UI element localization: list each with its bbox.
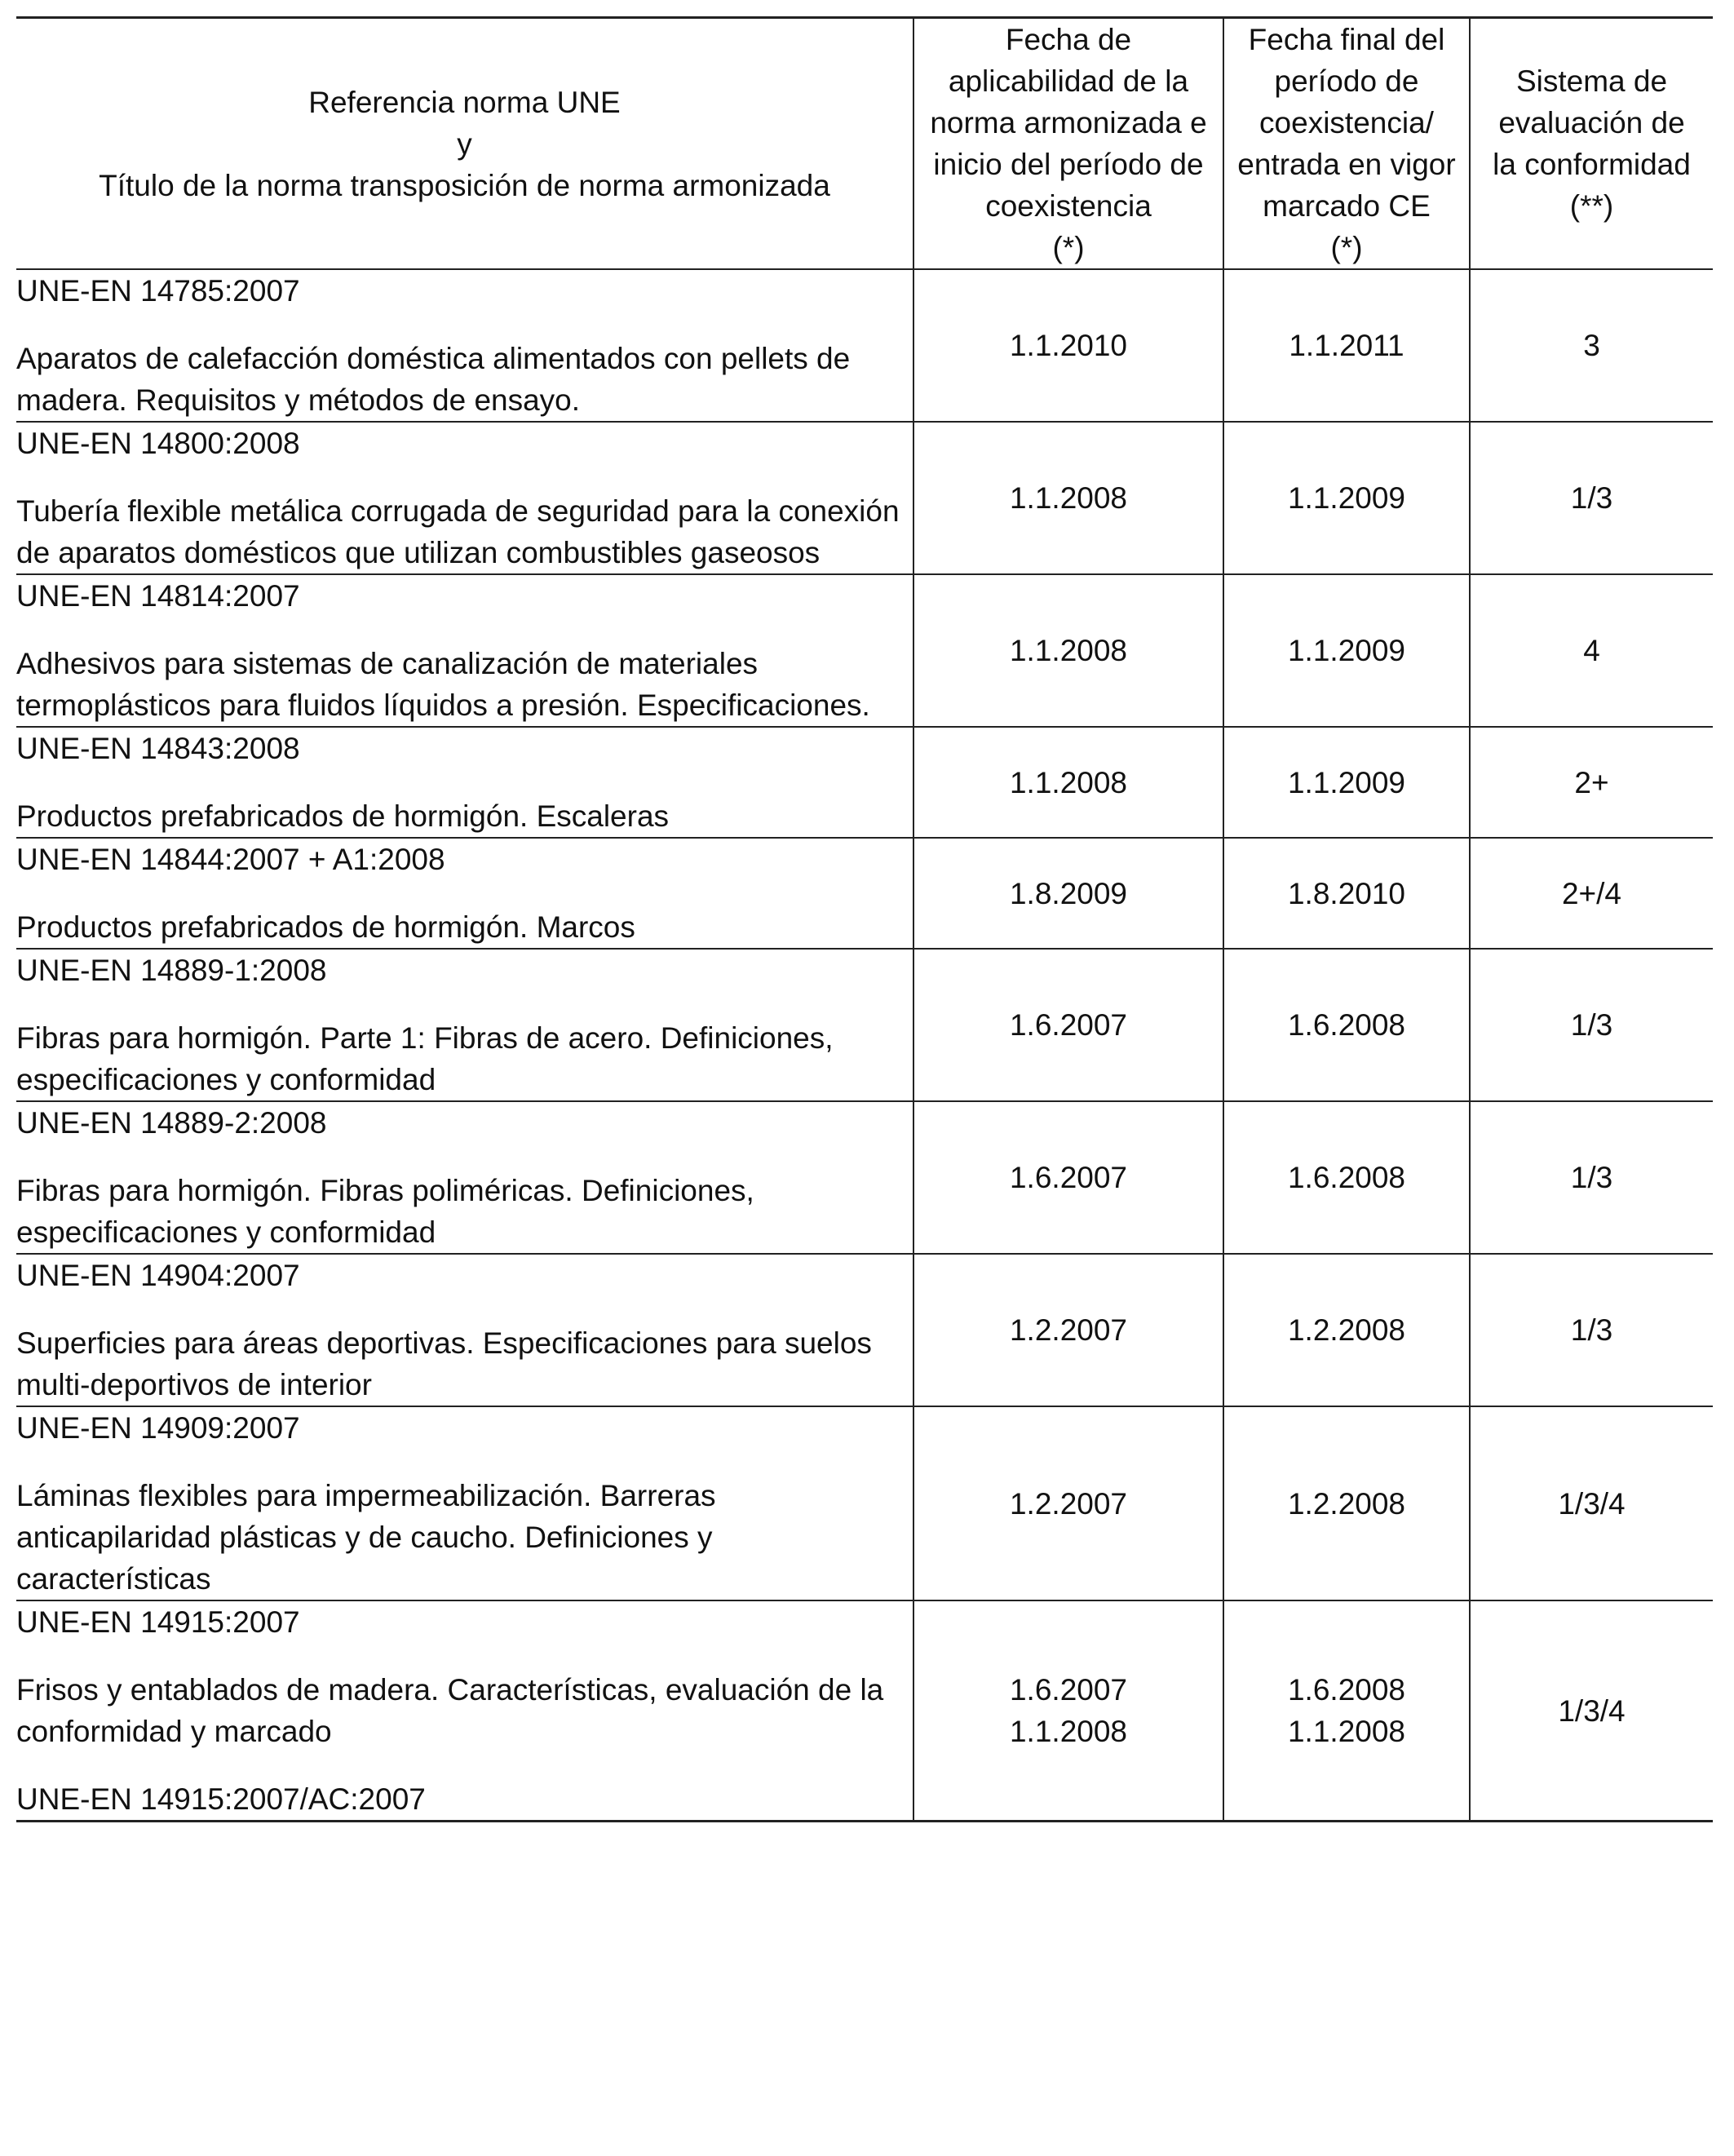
header-end-line: Fecha final del xyxy=(1248,23,1445,56)
applicability-date: 1.2.2007 xyxy=(913,1254,1223,1406)
header-system-line: (**) xyxy=(1569,189,1614,223)
table-row xyxy=(16,422,1713,574)
row-reference xyxy=(16,1101,913,1254)
standard-code-amendment: UNE-EN 14915:2007/AC:2007 xyxy=(16,1782,426,1816)
conformity-system: 1/3 xyxy=(1470,949,1713,1101)
table-row xyxy=(16,574,1713,727)
header-applicability-line: Fecha de xyxy=(1005,23,1132,56)
applicability-date: 1.1.2008 xyxy=(913,574,1223,727)
standard-title: Adhesivos para sistemas de canalización de materiales termoplásticos para fluidos líquidos a presión. Especificaciones. xyxy=(16,647,870,722)
applicability-date: 1.8.2009 xyxy=(913,838,1223,949)
end-date: 1.1.2011 xyxy=(1223,269,1470,422)
header-reference-line: Título de la norma transposición de norma armonizada xyxy=(99,168,830,202)
table-row xyxy=(16,1406,1713,1600)
standard-code: UNE-EN 14844:2007 + A1:2008 xyxy=(16,843,445,876)
end-date: 1.2.2008 xyxy=(1223,1254,1470,1406)
applicability-date-amendment: 1.1.2008 xyxy=(1009,1715,1128,1748)
header-reference-line: Referencia norma UNE xyxy=(308,85,621,119)
applicability-date-cell xyxy=(913,1600,1223,1822)
applicability-date: 1.6.2007 xyxy=(1009,1673,1128,1707)
conformity-system: 2+/4 xyxy=(1470,838,1713,949)
applicability-date: 1.1.2008 xyxy=(913,422,1223,574)
standard-code: UNE-EN 14904:2007 xyxy=(16,1259,300,1292)
standard-title: Superficies para áreas deportivas. Especificaciones para suelos multi-deportivos de interior xyxy=(16,1326,872,1401)
end-date: 1.6.2008 xyxy=(1223,949,1470,1101)
end-date: 1.1.2009 xyxy=(1223,422,1470,574)
standard-title: Productos prefabricados de hormigón. Escaleras xyxy=(16,799,670,833)
standard-code: UNE-EN 14909:2007 xyxy=(16,1411,300,1445)
table-row xyxy=(16,1254,1713,1406)
end-date-cell xyxy=(1223,1600,1470,1822)
header-end-line: marcado CE xyxy=(1263,189,1431,223)
row-reference xyxy=(16,269,913,422)
header-system-line: evaluación de xyxy=(1498,106,1685,139)
conformity-system: 1/3/4 xyxy=(1470,1406,1713,1600)
standard-title: Tubería flexible metálica corrugada de seguridad para la conexión de aparatos domésticos que utilizan combustibles gaseosos xyxy=(16,494,900,569)
row-reference xyxy=(16,949,913,1101)
standard-code: UNE-EN 14843:2008 xyxy=(16,732,300,765)
row-reference xyxy=(16,838,913,949)
end-date: 1.8.2010 xyxy=(1223,838,1470,949)
header-end-line: (*) xyxy=(1330,231,1363,264)
standard-code: UNE-EN 14800:2008 xyxy=(16,427,300,460)
header-end-line: coexistencia/ xyxy=(1259,106,1434,139)
table-row xyxy=(16,949,1713,1101)
row-reference xyxy=(16,1600,913,1822)
header-reference xyxy=(16,18,913,270)
header-reference-line: y xyxy=(457,126,472,161)
standard-title: Frisos y entablados de madera. Características, evaluación de la conformidad y marcado xyxy=(16,1673,884,1748)
header-end-line: entrada en vigor xyxy=(1237,148,1456,181)
header-end-date xyxy=(1223,18,1470,270)
standard-title: Aparatos de calefacción doméstica alimentados con pellets de madera. Requisitos y métodos de ensayo. xyxy=(16,342,851,417)
applicability-date: 1.1.2010 xyxy=(913,269,1223,422)
header-row xyxy=(16,18,1713,270)
standard-code: UNE-EN 14785:2007 xyxy=(16,274,300,308)
header-system-line: la conformidad xyxy=(1493,148,1691,181)
header-applicability-line: aplicabilidad de la xyxy=(948,64,1189,98)
table-row xyxy=(16,1101,1713,1254)
end-date: 1.1.2009 xyxy=(1223,727,1470,838)
table-row xyxy=(16,269,1713,422)
header-end-line: período de xyxy=(1274,64,1419,98)
end-date: 1.6.2008 xyxy=(1287,1673,1406,1707)
applicability-date: 1.2.2007 xyxy=(913,1406,1223,1600)
row-reference xyxy=(16,727,913,838)
standard-code: UNE-EN 14814:2007 xyxy=(16,579,300,613)
header-applicability-line: norma armonizada e xyxy=(930,106,1207,139)
standard-title: Fibras para hormigón. Fibras poliméricas. Definiciones, especificaciones y conformidad xyxy=(16,1174,754,1249)
standards-table xyxy=(16,16,1713,1822)
standard-code: UNE-EN 14915:2007 xyxy=(16,1605,300,1639)
row-reference xyxy=(16,422,913,574)
standard-code: UNE-EN 14889-2:2008 xyxy=(16,1106,327,1140)
last-table-row xyxy=(16,1600,1713,1822)
applicability-date: 1.6.2007 xyxy=(913,949,1223,1101)
end-date: 1.2.2008 xyxy=(1223,1406,1470,1600)
conformity-system: 1/3 xyxy=(1470,1101,1713,1254)
header-applicability-line: inicio del período de xyxy=(933,148,1204,181)
conformity-system: 3 xyxy=(1470,269,1713,422)
header-system-line: Sistema de xyxy=(1515,64,1668,98)
conformity-system: 4 xyxy=(1470,574,1713,727)
end-date: 1.6.2008 xyxy=(1223,1101,1470,1254)
row-reference xyxy=(16,1254,913,1406)
applicability-date: 1.1.2008 xyxy=(913,727,1223,838)
conformity-system: 1/3 xyxy=(1470,422,1713,574)
header-conformity-system xyxy=(1470,18,1713,270)
standard-title: Láminas flexibles para impermeabilización. Barreras anticapilaridad plásticas y de caucho. Definiciones y características xyxy=(16,1479,716,1596)
standard-code: UNE-EN 14889-1:2008 xyxy=(16,954,327,987)
header-applicability-date xyxy=(913,18,1223,270)
header-applicability-line: (*) xyxy=(1052,231,1085,264)
row-reference xyxy=(16,1406,913,1600)
table-row xyxy=(16,838,1713,949)
conformity-system: 1/3 xyxy=(1470,1254,1713,1406)
standard-title: Fibras para hormigón. Parte 1: Fibras de acero. Definiciones, especificaciones y conformidad xyxy=(16,1021,834,1096)
end-date-amendment: 1.1.2008 xyxy=(1287,1715,1406,1748)
end-date: 1.1.2009 xyxy=(1223,574,1470,727)
header-applicability-line: coexistencia xyxy=(985,189,1152,223)
row-reference xyxy=(16,574,913,727)
standard-title: Productos prefabricados de hormigón. Marcos xyxy=(16,910,635,944)
conformity-system: 2+ xyxy=(1470,727,1713,838)
applicability-date: 1.6.2007 xyxy=(913,1101,1223,1254)
conformity-system: 1/3/4 xyxy=(1470,1600,1713,1822)
table-row xyxy=(16,727,1713,838)
